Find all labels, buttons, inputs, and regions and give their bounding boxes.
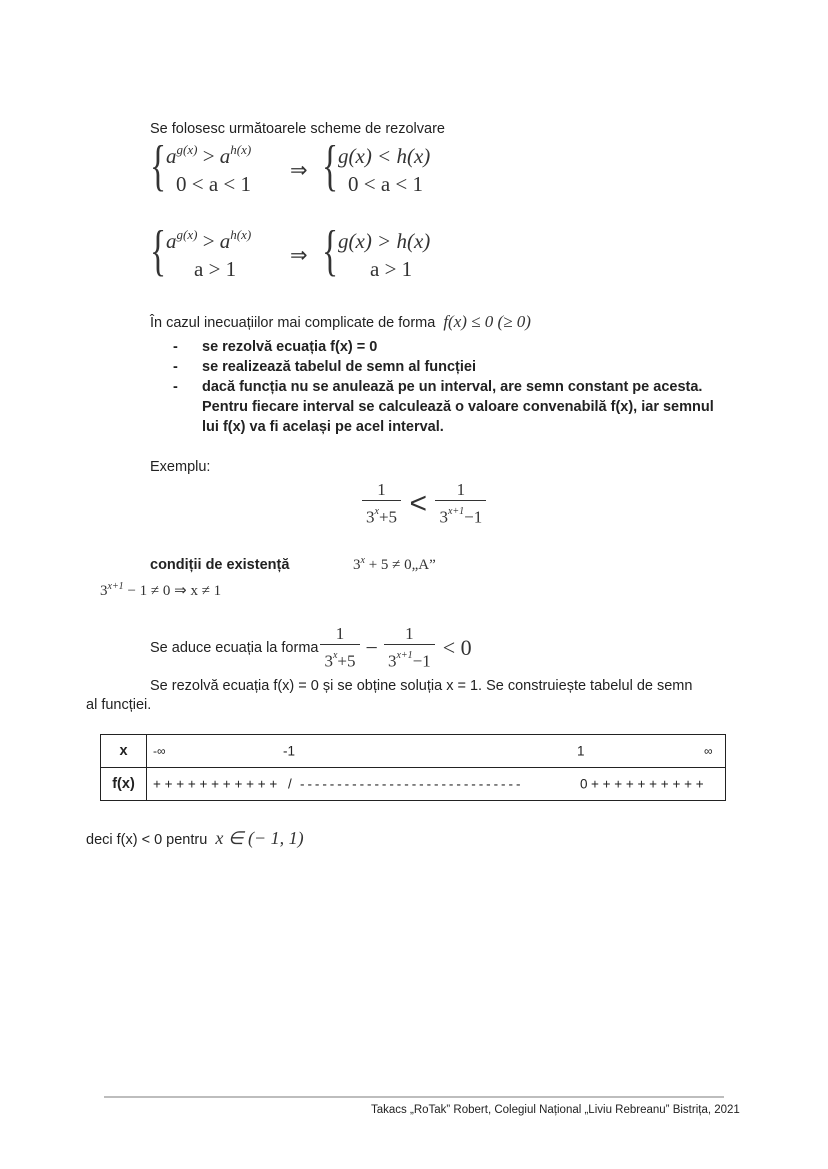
scheme-1-left-line2: 0 < a < 1 — [176, 172, 252, 196]
scheme-1-left-line1: $a^{g(x)} > a^{h(x)}$ — [166, 142, 252, 168]
left-brace-icon: { — [150, 135, 167, 197]
condition-1: $3^x + 5$ ≠ 0„A” — [353, 555, 436, 573]
sign-segment-positive-2: + + + + + + + + + + — [591, 776, 704, 792]
example-inequality — [362, 480, 486, 529]
sign-table — [100, 734, 726, 801]
scheme-2-left-line1: $a^{g(x)} > a^{h(x)}$ — [166, 227, 252, 253]
row-label-fx: f(x) — [101, 768, 147, 801]
marker-zero: 0 — [580, 776, 588, 792]
scheme-2-left-line2: a > 1 — [194, 257, 237, 281]
condition-2: $3^{x+1} - 1 \ne 0$ ⇒ x ≠ 1 — [100, 581, 222, 599]
conclusion-text: deci f(x) < 0 pentru — [86, 832, 208, 848]
table-row-x — [101, 735, 726, 768]
step-item: - se rezolvă ecuația f(x) = 0 — [173, 339, 378, 355]
scheme-2-right-line2: a > 1 — [370, 257, 413, 281]
bullet-dash: - — [173, 359, 178, 375]
step-item: - dacă funcția nu se anulează pe un interval, are semn constant pe acesta. Pentru fiecare interval se calculează o valoare convenabilă f(x), iar semnul lui f(x) va fi același pe acel interval. — [173, 379, 714, 435]
footer-divider — [104, 1096, 724, 1098]
fraction-left: $\frac{1}{3^x+5}$ — [320, 624, 359, 673]
example-label: Exemplu: — [150, 459, 211, 475]
scheme-1-right-line2: 0 < a < 1 — [348, 172, 424, 196]
scheme-2-right-line1: g(x) > h(x) — [338, 229, 431, 253]
sign-segment-positive-1: + + + + + + + + + + + — [153, 776, 278, 792]
solve-text-line1: Se rezolvă ecuația f(x) = 0 și se obține soluția x = 1. Se construiește tabelul de semn — [150, 678, 693, 694]
step-item: - se realizează tabelul de semn al funcției — [173, 359, 476, 375]
complex-case-formula: f(x) ≤ 0 (≥ 0) — [443, 312, 531, 331]
x-value-minus-1: -1 — [283, 743, 296, 759]
scheme-1-right-line1: g(x) < h(x) — [338, 144, 431, 168]
footer-text: Takacs „RoTak” Robert, Colegiul Național „Liviu Rebreanu” Bistrița, 2021 — [371, 1104, 740, 1116]
implies-arrow: ⇒ — [290, 243, 308, 267]
fraction-right: $\frac{1}{3^{x+1}-1}$ — [384, 624, 435, 673]
conditions-label: condiții de existență — [150, 557, 290, 573]
x-value-neg-inf: -∞ — [153, 744, 166, 758]
complex-case-line — [150, 312, 531, 332]
bullet-dash: - — [173, 339, 178, 355]
scheme-1 — [150, 135, 470, 200]
less-than-zero: < 0 — [442, 635, 472, 661]
scheme-2 — [150, 220, 470, 285]
x-value-inf: ∞ — [704, 744, 713, 758]
reduce-line — [150, 624, 472, 673]
f-signs-cell — [147, 768, 726, 801]
implies-arrow: ⇒ — [290, 158, 308, 182]
fraction-left: $\frac{1}{3^x+5}$ — [362, 480, 401, 529]
steps-list — [173, 337, 733, 437]
minus-sign: − — [365, 635, 378, 661]
x-value-1: 1 — [577, 743, 585, 759]
right-brace-icon: { — [322, 220, 339, 282]
table-row-fx — [101, 768, 726, 801]
bullet-dash: - — [173, 379, 178, 395]
intro-text: Se folosesc următoarele scheme de rezolvare — [150, 121, 445, 137]
solve-text-line2: al funcției. — [86, 697, 152, 713]
fraction-right: $\frac{1}{3^{x+1}-1}$ — [435, 480, 486, 529]
marker-undefined: / — [288, 776, 292, 792]
row-label-x: x — [101, 735, 147, 768]
conclusion-math: x ∈ (− 1, 1) — [215, 828, 304, 848]
right-brace-icon: { — [322, 135, 339, 197]
left-brace-icon: { — [150, 220, 167, 282]
less-than-sign: < — [409, 487, 428, 521]
complex-case-text: În cazul inecuațiilor mai complicate de forma — [150, 315, 436, 331]
x-values-cell — [147, 735, 726, 768]
conclusion-line — [86, 828, 304, 849]
reduce-text: Se aduce ecuația la forma — [150, 640, 319, 657]
sign-segment-negative: - - - - - - - - - - - - - - - - - - - - - - - - - - - - - - — [300, 776, 521, 792]
